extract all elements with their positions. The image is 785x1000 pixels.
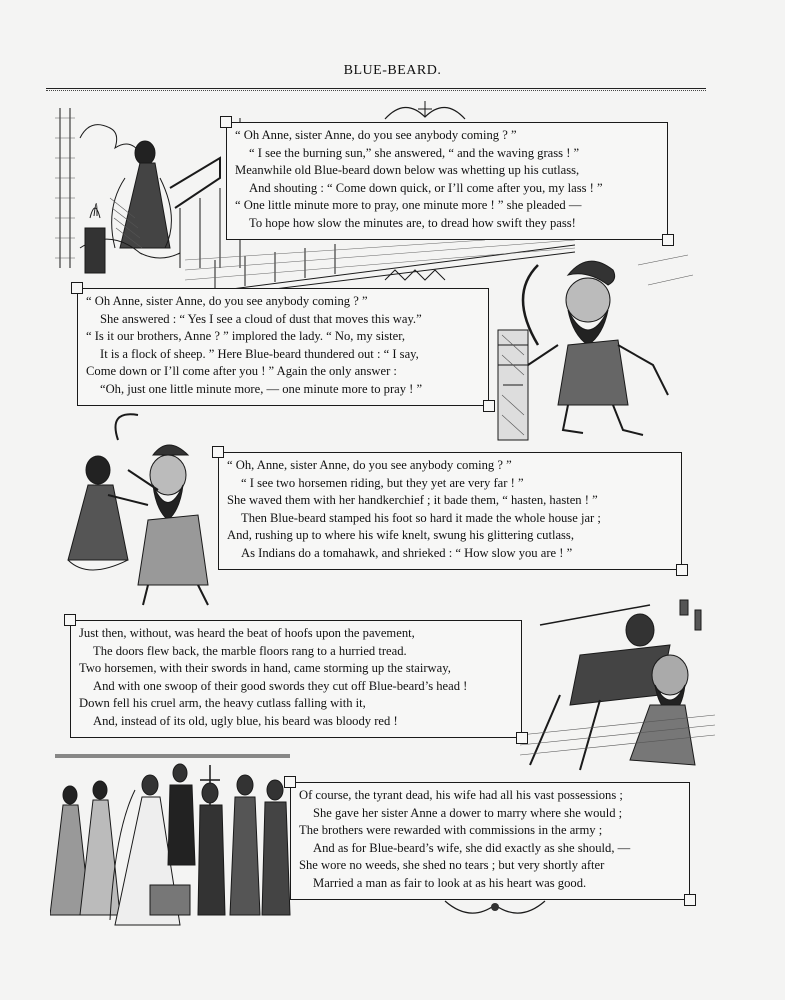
stanza-line: She answered : “ Yes I see a cloud of dust that moves this way.” bbox=[100, 311, 422, 326]
stanza-line: The doors flew back, the marble floors rang to a hurried tread. bbox=[93, 643, 407, 658]
stanza-2 bbox=[86, 293, 480, 399]
struggle-illustration bbox=[58, 410, 223, 610]
stanza-2-frame bbox=[77, 288, 489, 406]
stanza-line: “ I see the burning sun,” she answered, “ and the waving grass ! ” bbox=[249, 145, 580, 160]
stanza-line: Two horsemen, with their swords in hand, came storming up the stairway, bbox=[79, 661, 451, 676]
stanza-line: And shouting : “ Come down quick, or I’ll come after you, my lass ! ” bbox=[249, 180, 603, 195]
stanza-line: To hope how slow the minutes are, to dread how swift they pass! bbox=[249, 215, 576, 230]
stanza-line: As Indians do a tomahawk, and shrieked : “ How slow you are ! ” bbox=[241, 545, 573, 560]
stanza-line: “ Oh Anne, sister Anne, do you see anybody coming ? ” bbox=[86, 294, 368, 308]
stanza-line: She waved them with her handkerchief ; it bade them, “ hasten, hasten ! ” bbox=[227, 493, 598, 508]
stanza-3-frame bbox=[218, 452, 682, 570]
stanza-3 bbox=[227, 457, 673, 563]
stanza-1 bbox=[235, 127, 659, 233]
stanza-5 bbox=[299, 787, 681, 893]
stanza-line: “ I see two horsemen riding, but they yet are very far ! ” bbox=[241, 475, 524, 490]
stanza-line: She gave her sister Anne a dower to marry where she would ; bbox=[313, 805, 623, 820]
stanza-line: Then Blue-beard stamped his foot so hard it made the whole house jar ; bbox=[241, 510, 601, 525]
brothers-rescue-illustration bbox=[520, 585, 715, 775]
stanza-4 bbox=[79, 625, 513, 731]
stanza-line: She wore no weeds, she shed no tears ; but very shortly after bbox=[299, 858, 605, 873]
stanza-line: “ One little minute more to pray, one minute more ! ” she pleaded — bbox=[235, 198, 582, 213]
stanza-line: Meanwhile old Blue-beard down below was whetting up his cutlass, bbox=[235, 163, 580, 178]
stanza-line: And with one swoop of their good swords they cut off Blue-beard’s head ! bbox=[93, 678, 468, 693]
stanza-1-frame bbox=[226, 122, 668, 240]
header-rule bbox=[46, 88, 706, 91]
stanza-line: “Oh, just one little minute more, — one minute more to pray ! ” bbox=[100, 381, 423, 396]
wedding-illustration bbox=[50, 745, 295, 935]
stanza-line: Down fell his cruel arm, the heavy cutlass falling with it, bbox=[79, 696, 366, 711]
top-ornament bbox=[380, 95, 470, 123]
stanza-line: Come down or I’ll come after you ! ” Again the only answer : bbox=[86, 364, 397, 379]
stanza-line: “ Is it our brothers, Anne ? ” implored the lady. “ No, my sister, bbox=[86, 329, 406, 344]
stanza-4-frame bbox=[70, 620, 522, 738]
running-title: BLUE-BEARD. bbox=[343, 63, 442, 78]
stanza-line: It is a flock of sheep. ” Here Blue-beard thundered out : “ I say, bbox=[100, 346, 419, 361]
bluebeard-with-cutlass-illustration bbox=[488, 245, 698, 445]
stanza-line: “ Oh Anne, sister Anne, do you see anybody coming ? ” bbox=[235, 128, 517, 142]
stanza-line: Married a man as fair to look at as his heart was good. bbox=[313, 875, 587, 890]
stanza-line: Of course, the tyrant dead, his wife had all his vast possessions ; bbox=[299, 788, 623, 802]
stanza-line: And, instead of its old, ugly blue, his beard was bloody red ! bbox=[93, 713, 398, 728]
stanza-5-frame bbox=[290, 782, 690, 900]
stanza-line: And as for Blue-beard’s wife, she did exactly as she should, — bbox=[313, 840, 631, 855]
stanza-line: And, rushing up to where his wife knelt, swung his glittering cutlass, bbox=[227, 528, 574, 543]
stanza-line: Just then, without, was heard the beat of hoofs upon the pavement, bbox=[79, 626, 415, 640]
stanza-line: “ Oh, Anne, sister Anne, do you see anybody coming ? ” bbox=[227, 458, 512, 472]
stanza-line: The brothers were rewarded with commissions in the army ; bbox=[299, 823, 603, 838]
